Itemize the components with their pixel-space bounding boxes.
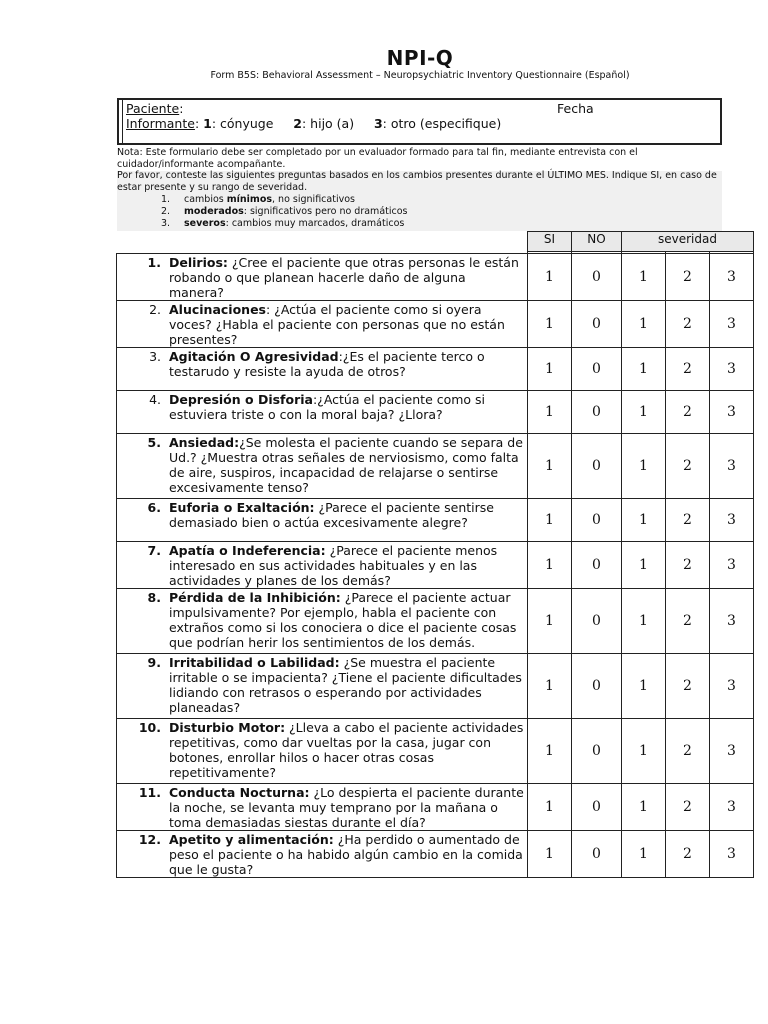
severity-1[interactable]: 1 <box>622 254 666 301</box>
question-number: 12. <box>138 832 161 847</box>
table-row <box>117 831 754 878</box>
severity-3[interactable]: 3 <box>710 348 754 391</box>
question-cell <box>117 391 528 434</box>
severity-1[interactable]: 1 <box>622 391 666 434</box>
severity-1[interactable]: 1 <box>622 348 666 391</box>
severity-1[interactable]: 1 <box>622 719 666 784</box>
header-spacer <box>117 232 528 252</box>
question-cell <box>117 499 528 542</box>
severity-1[interactable]: 1 <box>622 831 666 878</box>
answer-no[interactable]: 0 <box>572 434 622 499</box>
question-title: Alucinaciones <box>169 302 266 317</box>
question-title: Pérdida de la Inhibición: <box>169 590 341 605</box>
question-cell <box>117 589 528 654</box>
col-si: SI <box>528 232 572 252</box>
severity-2[interactable]: 2 <box>666 654 710 719</box>
severity-3[interactable]: 3 <box>710 542 754 589</box>
severity-3[interactable]: 3 <box>710 654 754 719</box>
answer-si[interactable]: 1 <box>528 391 572 434</box>
table-row <box>117 348 754 391</box>
question-body: ¿Ha perdido o aumentado de peso el paciente o ha habido algún cambio en la comida que le gusta? <box>169 832 523 877</box>
severity-2[interactable]: 2 <box>666 589 710 654</box>
informant-option-3-num[interactable]: 3 <box>373 116 383 131</box>
answer-si[interactable]: 1 <box>528 499 572 542</box>
answer-no[interactable]: 0 <box>572 589 622 654</box>
question-text <box>169 654 527 715</box>
patient-field[interactable]: Paciente: <box>126 101 184 116</box>
severity-2[interactable]: 2 <box>666 784 710 831</box>
date-field[interactable]: Fecha <box>557 101 594 116</box>
answer-no[interactable]: 0 <box>572 654 622 719</box>
question-title: Agitación O Agresividad <box>169 349 339 364</box>
answer-no[interactable]: 0 <box>572 542 622 589</box>
question-cell <box>117 434 528 499</box>
legend-item-2 <box>161 206 408 218</box>
question-title: Apatía o Indeferencia: <box>169 543 326 558</box>
question-title: Disturbio Motor: <box>169 720 286 735</box>
severity-3[interactable]: 3 <box>710 719 754 784</box>
legend-item-3 <box>161 218 408 230</box>
answer-si[interactable]: 1 <box>528 654 572 719</box>
question-number: 11. <box>138 785 161 800</box>
severity-3[interactable]: 3 <box>710 784 754 831</box>
question-title: Conducta Nocturna: <box>169 785 310 800</box>
note-line-1: Nota: Este formulario debe ser completado por un evaluador formado para tal fin, mediante entrevista con el cuidador/informante acompañante. <box>117 147 638 170</box>
answer-no[interactable]: 0 <box>572 391 622 434</box>
severity-3[interactable]: 3 <box>710 391 754 434</box>
question-title: Apetito y alimentación: <box>169 832 334 847</box>
table-row <box>117 301 754 348</box>
severity-legend <box>161 194 408 230</box>
question-text <box>169 831 527 877</box>
answer-no[interactable]: 0 <box>572 719 622 784</box>
severity-1[interactable]: 1 <box>622 784 666 831</box>
legend-desc: : cambios muy marcados, dramáticos <box>225 218 405 229</box>
question-number: 5. <box>147 435 161 450</box>
legend-num: 3. <box>161 218 171 229</box>
question-text <box>169 589 527 650</box>
legend-desc: : significativos pero no dramáticos <box>243 206 408 217</box>
question-body: ¿Lleva a cabo el paciente actividades repetitivas, como dar vueltas por la casa, jugar con botones, enrollar hilos o hacer otras cosas repetitivamente? <box>169 720 524 780</box>
table-row <box>117 254 754 301</box>
answer-no[interactable]: 0 <box>572 254 622 301</box>
answer-si[interactable]: 1 <box>528 719 572 784</box>
severity-3[interactable]: 3 <box>710 831 754 878</box>
question-number: 6. <box>147 500 161 515</box>
question-text <box>169 301 527 347</box>
question-text <box>169 348 527 379</box>
answer-si[interactable]: 1 <box>528 589 572 654</box>
question-number: 4. <box>149 392 161 407</box>
severity-1[interactable]: 1 <box>622 654 666 719</box>
question-number: 2. <box>149 302 161 317</box>
legend-term: moderados <box>184 206 244 217</box>
answer-si[interactable]: 1 <box>528 301 572 348</box>
question-number: 9. <box>147 655 161 670</box>
answer-si[interactable]: 1 <box>528 784 572 831</box>
informant-option-3[interactable]: : otro (especifique) <box>382 116 502 131</box>
question-cell <box>117 301 528 348</box>
question-cell <box>117 254 528 301</box>
question-title: Euforia o Exaltación: <box>169 500 315 515</box>
question-cell <box>117 784 528 831</box>
table-row <box>117 589 754 654</box>
informant-option-2-num[interactable]: 2 <box>293 116 302 131</box>
question-body: ¿Se muestra el paciente irritable o se impacienta? ¿Tiene el paciente dificultades lidiando con retrasos o esperando por actividades planeadas? <box>169 655 522 715</box>
severity-2[interactable]: 2 <box>666 348 710 391</box>
table-row <box>117 542 754 589</box>
severity-2[interactable]: 2 <box>666 542 710 589</box>
severity-1[interactable]: 1 <box>622 499 666 542</box>
question-body: : ¿Actúa el paciente como si oyera voces? ¿Habla el paciente con personas que no están presentes? <box>169 302 505 347</box>
severity-3[interactable]: 3 <box>710 499 754 542</box>
question-cell <box>117 542 528 589</box>
severity-1[interactable]: 1 <box>622 301 666 348</box>
severity-2[interactable]: 2 <box>666 254 710 301</box>
table-row <box>117 434 754 499</box>
npi-table <box>116 231 754 878</box>
informant-row: Informante: 1: cónyuge 2: hijo (a) 3: otro (especifique) <box>126 116 502 131</box>
question-number: 1. <box>147 255 161 270</box>
answer-no[interactable]: 0 <box>572 499 622 542</box>
info-box-inner-border <box>122 100 123 143</box>
question-body: ¿Parece el paciente menos interesado en sus actividades habituales y en las actividades y planes de los demás? <box>169 543 498 588</box>
severity-1[interactable]: 1 <box>622 589 666 654</box>
patient-info-box <box>117 98 722 145</box>
severity-2[interactable]: 2 <box>666 831 710 878</box>
question-body: ¿Se molesta el paciente cuando se separa de Ud.? ¿Muestra otras señales de nerviosismo, como falta de aire, suspiros, incapacidad de relajarse o sentirse excesivamente tenso? <box>169 435 523 495</box>
answer-si[interactable]: 1 <box>528 348 572 391</box>
question-title: Ansiedad: <box>169 435 240 450</box>
table-row <box>117 784 754 831</box>
question-text <box>169 434 527 495</box>
answer-si[interactable]: 1 <box>528 542 572 589</box>
severity-3[interactable]: 3 <box>710 434 754 499</box>
question-text <box>169 499 527 530</box>
informant-option-1-num[interactable]: 1 <box>203 116 212 131</box>
answer-si[interactable]: 1 <box>528 254 572 301</box>
question-body: :¿Actúa el paciente como si estuviera triste o con la moral baja? ¿Llora? <box>169 392 486 422</box>
severity-2[interactable]: 2 <box>666 719 710 784</box>
answer-no[interactable]: 0 <box>572 831 622 878</box>
col-no: NO <box>572 232 622 252</box>
severity-2[interactable]: 2 <box>666 391 710 434</box>
table-row <box>117 391 754 434</box>
question-body: ¿Lo despierta el paciente durante la noche, se levanta muy temprano por la mañana o toma demasiadas siestas durante el día? <box>169 785 524 830</box>
informant-label: Informante <box>126 116 195 131</box>
severity-2[interactable]: 2 <box>666 434 710 499</box>
legend-item-1 <box>161 194 408 206</box>
form-subtitle: Form B5S: Behavioral Assessment – Neuropsychiatric Inventory Questionnaire (Español) <box>210 70 630 81</box>
severity-1[interactable]: 1 <box>622 434 666 499</box>
question-number: 7. <box>147 543 161 558</box>
question-number: 8. <box>147 590 161 605</box>
severity-3[interactable]: 3 <box>710 301 754 348</box>
question-title: Depresión o Disforia <box>169 392 313 407</box>
question-cell <box>117 719 528 784</box>
question-body: :¿Es el paciente terco o testarudo y resiste la ayuda de otros? <box>169 349 485 379</box>
answer-no[interactable]: 0 <box>572 348 622 391</box>
question-text <box>169 784 527 830</box>
severity-3[interactable]: 3 <box>710 254 754 301</box>
informant-option-1[interactable]: : cónyuge <box>211 116 274 131</box>
severity-3[interactable]: 3 <box>710 589 754 654</box>
question-body: ¿Parece el paciente sentirse demasiado bien o actúa excesivamente alegre? <box>169 500 494 530</box>
legend-desc: , no significativos <box>272 194 355 205</box>
legend-term: severos <box>184 218 226 229</box>
question-text <box>169 391 527 422</box>
note-line-2: Por favor, conteste las siguientes preguntas basados en los cambios presentes durante el ÚLTIMO MES. Indique SI, en caso de estar presente y su rango de severidad. <box>117 170 717 193</box>
severity-2[interactable]: 2 <box>666 499 710 542</box>
question-cell <box>117 654 528 719</box>
question-text <box>169 254 527 300</box>
answer-no[interactable]: 0 <box>572 301 622 348</box>
instructions <box>117 147 722 193</box>
legend-term: mínimos <box>226 194 273 205</box>
answer-no[interactable]: 0 <box>572 784 622 831</box>
severity-1[interactable]: 1 <box>622 542 666 589</box>
col-severity: severidad <box>622 232 754 252</box>
form-title: NPI-Q <box>386 46 454 70</box>
question-title: Irritabilidad o Labilidad: <box>169 655 340 670</box>
question-number: 3. <box>149 349 161 364</box>
question-number: 10. <box>138 720 161 735</box>
question-cell <box>117 348 528 391</box>
answer-si[interactable]: 1 <box>528 831 572 878</box>
legend-num: 1. <box>161 194 171 205</box>
question-title: Delirios: <box>169 255 228 270</box>
question-cell <box>117 831 528 878</box>
answer-si[interactable]: 1 <box>528 434 572 499</box>
table-row <box>117 654 754 719</box>
question-body: ¿Cree el paciente que otras personas le están robando o que planean hacerle daño de alguna manera? <box>169 255 519 300</box>
table-row <box>117 499 754 542</box>
question-text <box>169 542 527 588</box>
question-text <box>169 719 527 780</box>
question-body: ¿Parece el paciente actuar impulsivamente? Por ejemplo, habla el paciente con extraños como si los conociera o dice el paciente cosas que podrían herir los sentimientos de los demás. <box>169 590 517 650</box>
legend-num: 2. <box>161 206 171 217</box>
legend-pre: cambios <box>184 194 227 205</box>
table-header-row <box>117 232 754 252</box>
table-row <box>117 719 754 784</box>
severity-2[interactable]: 2 <box>666 301 710 348</box>
patient-label: Paciente <box>126 101 180 116</box>
informant-option-2[interactable]: : hijo (a) <box>301 116 355 131</box>
